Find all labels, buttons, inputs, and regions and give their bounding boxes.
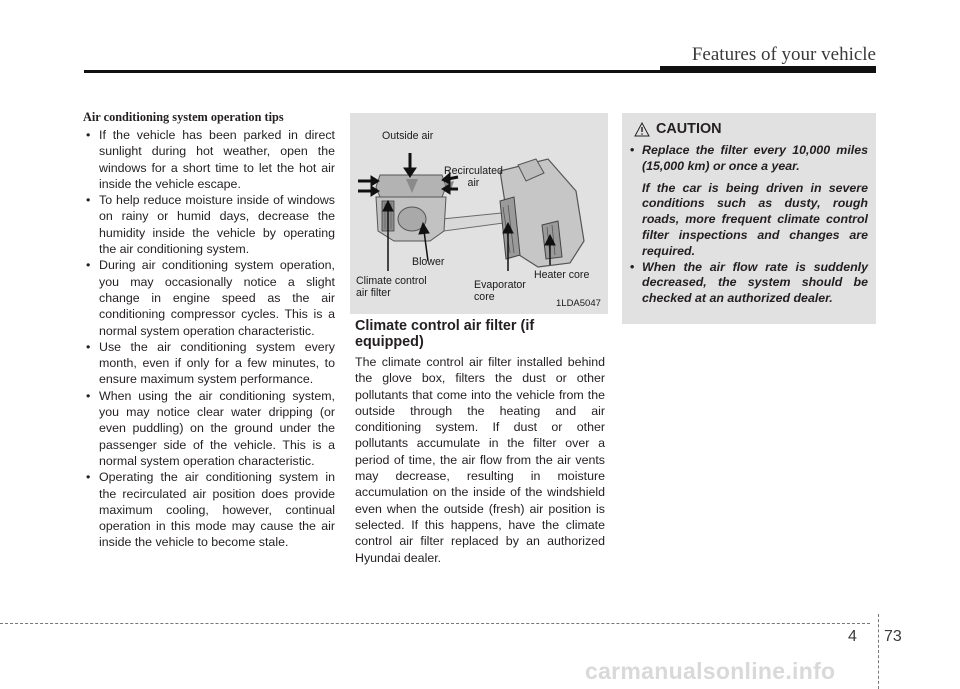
- outside-air-label: Outside air: [382, 130, 434, 142]
- caution-title: CAUTION: [656, 121, 722, 137]
- tip-item: • If the vehicle has been parked in direct sunlight during hot weather, open the windows for a short time to let the hot air inside the vehicle escape.: [83, 127, 335, 192]
- tip-item: • Operating the air conditioning system in the recirculated air position does provide maximum cooling, however, continual operation in this mode may cause the air inside the vehicle to become stale.: [83, 469, 335, 550]
- air-filter-section: [355, 318, 605, 566]
- footer-divider: [878, 614, 879, 689]
- caution-list: [630, 143, 868, 307]
- header-rule-accent: [660, 66, 876, 73]
- tips-list: [83, 127, 335, 551]
- heater-core-label: Heater core: [534, 269, 590, 281]
- caution-item-text: Replace the filter every 10,000 miles (15,000 km) or once a year.: [642, 143, 868, 173]
- footer-rule: [0, 623, 870, 624]
- tips-column: [83, 110, 335, 551]
- chapter-number: 4: [848, 628, 857, 645]
- warning-triangle-icon: [634, 122, 650, 137]
- caution-box: [622, 113, 876, 324]
- blower-label: Blower: [412, 256, 445, 268]
- page-number: 73: [884, 628, 902, 645]
- tip-item: • During air conditioning system operation, you may occasionally notice a slight change in engine speed as the air conditioning compressor cycles. This is a normal system operation characteristic.: [83, 257, 335, 338]
- hvac-diagram: [350, 113, 608, 314]
- watermark: carmanualsonline.info: [585, 658, 836, 684]
- tip-item: • Use the air conditioning system every month, even if only for a few minutes, to ensure maximum system performance.: [83, 339, 335, 388]
- caution-item: • When the air flow rate is suddenly decreased, the system should be checked at an authorized dealer.: [630, 260, 868, 307]
- section-body: The climate control air filter installed behind the glove box, filters the dust or other pollutants that come into the vehicle from the outside through the heating and air conditioning system. If dust or other pollutants accumulate in the filter over a period of time, the air flow from the air vents may decrease, resulting in moisture accumulation on the inside of the windshield even when the outside (fresh) air position is selected. If this happens, have the climate control air filter replaced by an authorized Hyundai dealer.: [355, 355, 605, 565]
- section-title: Climate control air filter (if equipped): [355, 318, 535, 350]
- caution-item: [630, 143, 868, 260]
- tip-item: • To help reduce moisture inside of windows on rainy or humid days, decrease the humidity inside the vehicle by operating the air conditioning system.: [83, 192, 335, 257]
- tips-title: Air conditioning system operation tips: [83, 110, 284, 124]
- figure-code: 1LDA5047: [556, 298, 601, 309]
- tip-item: • When using the air conditioning system, you may notice clear water dripping (or even puddling) on the ground under the passenger side of the vehicle. This is a normal system operation characteristic.: [83, 388, 335, 469]
- caution-header: [634, 121, 722, 137]
- caution-item-note: If the car is being driven in severe conditions such as dusty, rough roads, more frequent climate control filter inspections and changes are required.: [642, 180, 868, 258]
- recirculated-air-label: Recirculated air: [444, 165, 503, 189]
- evaporator-label: Evaporator core: [474, 279, 526, 303]
- header-title: Features of your vehicle: [691, 44, 876, 65]
- climate-filter-label: Climate control air filter: [356, 275, 427, 299]
